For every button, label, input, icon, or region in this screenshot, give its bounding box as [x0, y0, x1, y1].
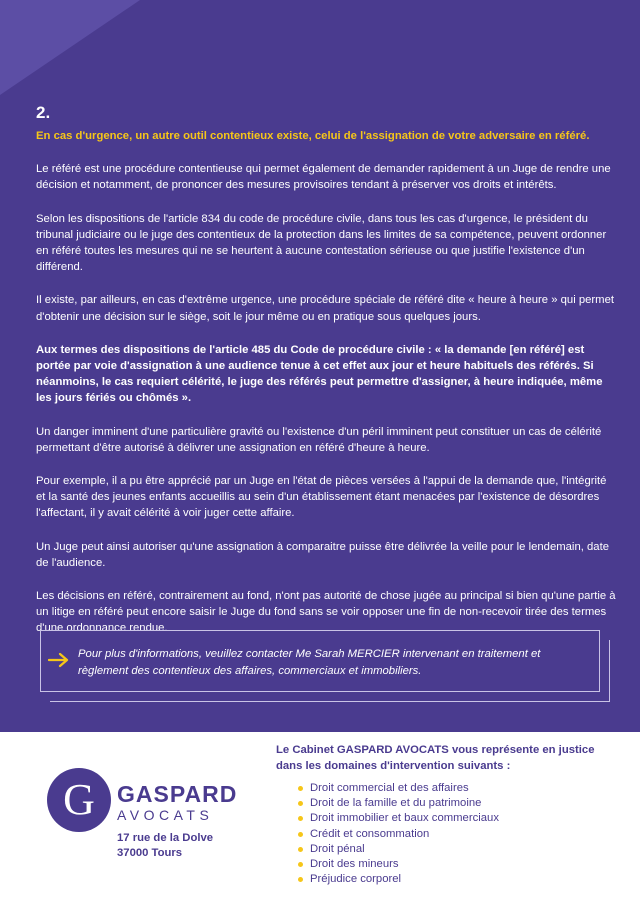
bullet-icon [298, 801, 303, 806]
logo-icon: G [47, 768, 111, 832]
paragraph-1: Le référé est une procédure contentieuse qui permet également de demander rapidement à un Juge de rendre une décision et notamment, de prononcer des mesures provisoires tendant à préserver vos droits et intérêts. [36, 163, 611, 192]
cabinet-title: Le Cabinet GASPARD AVOCATS vous représente en justice dans les domaines d'intervention suivants : [276, 744, 595, 772]
list-item: Droit de la famille et du patrimoine [298, 796, 499, 811]
list-item: Préjudice corporel [298, 872, 499, 887]
list-item: Droit des mineurs [298, 857, 499, 872]
paragraph-7: Un Juge peut ainsi autoriser qu'une assignation à comparaitre puisse être délivrée la veille pour le lendemain, date de l'audience. [36, 540, 609, 569]
section-content [36, 103, 618, 654]
paragraph-6: Pour exemple, il a pu être apprécié par un Juge en l'état de pièces versées à l'appui de la demande que, l'intégrité et la santé des jeunes enfants accueillis au sein d'un établissement étant menacées par l'existence de désordres l'affectant, il y avait célérité à voir juger cette affaire. [36, 475, 607, 520]
corner-decoration [0, 0, 140, 95]
bullet-icon [298, 816, 303, 821]
list-item: Droit pénal [298, 842, 499, 857]
bullet-icon [298, 786, 303, 791]
paragraph-2: Selon les dispositions de l'article 834 du code de procédure civile, dans tous les cas d'urgence, le président du tribunal judiciaire ou le juge des contentieux de la protection dans les limites de sa compétence, peuvent ordonner en référé toutes les mesures qui ne se heurtent à aucune contestation sérieuse ou que justifie l'existence d'un différend. [36, 212, 607, 274]
address [117, 831, 213, 861]
list-item: Droit immobilier et baux commerciaux [298, 811, 499, 826]
paragraph-4-quote: Aux termes des dispositions de l'article 485 du Code de procédure civile : « la demande [en référé] est portée par voie d'assignation à une audience tenue à cet effet aux jour et heure habituels des référés. Si néanmoins, le cas requiert célérité, le juge des référés peut permettre d'assigner, à heure indiquée, même les jours fériés ou chômés ». [36, 343, 603, 405]
bullet-icon [298, 847, 303, 852]
address-line-2: 37000 Tours [117, 847, 183, 859]
bullet-icon [298, 862, 303, 867]
bullet-icon [298, 832, 303, 837]
info-text: Pour plus d'informations, veuillez contacter Me Sarah MERCIER intervenant en traitement et règlement des contentieux des affaires, commerciaux et immobiliers. [78, 648, 541, 677]
paragraph-3: Il existe, par ailleurs, en cas d'extrême urgence, une procédure spéciale de référé dite « heure à heure » qui permet d'obtenir une décision sur le siège, soit le jour même ou en pratique sous quelques jours. [36, 294, 615, 323]
list-item: Crédit et consommation [298, 827, 499, 842]
section-number: 2. [36, 103, 51, 122]
brand-subtitle: AVOCATS [117, 807, 214, 823]
arrow-right-icon [48, 652, 70, 668]
domain-list [298, 781, 499, 887]
bullet-icon [298, 877, 303, 882]
section-lead: En cas d'urgence, un autre outil contentieux existe, celui de l'assignation de votre adversaire en référé. [36, 130, 590, 142]
paragraph-5: Un danger imminent d'une particulière gravité ou l'existence d'un péril imminent peut constituer un cas de célérité permettant d'être autorisé à délivrer une assignation en référé d'heure à heure. [36, 425, 602, 454]
paragraph-8: Les décisions en référé, contrairement au fond, n'ont pas autorité de chose jugée au principal si bien qu'une partie à un litige en référé peut encore saisir le Juge du fond sans se voir opposer une fin de non-recevoir tirée des termes d'une ordonnance rendue. [36, 590, 616, 635]
brand-name: GASPARD [117, 781, 238, 807]
list-item: Droit commercial et des affaires [298, 781, 499, 796]
address-line-1: 17 rue de la Dolve [117, 832, 214, 844]
